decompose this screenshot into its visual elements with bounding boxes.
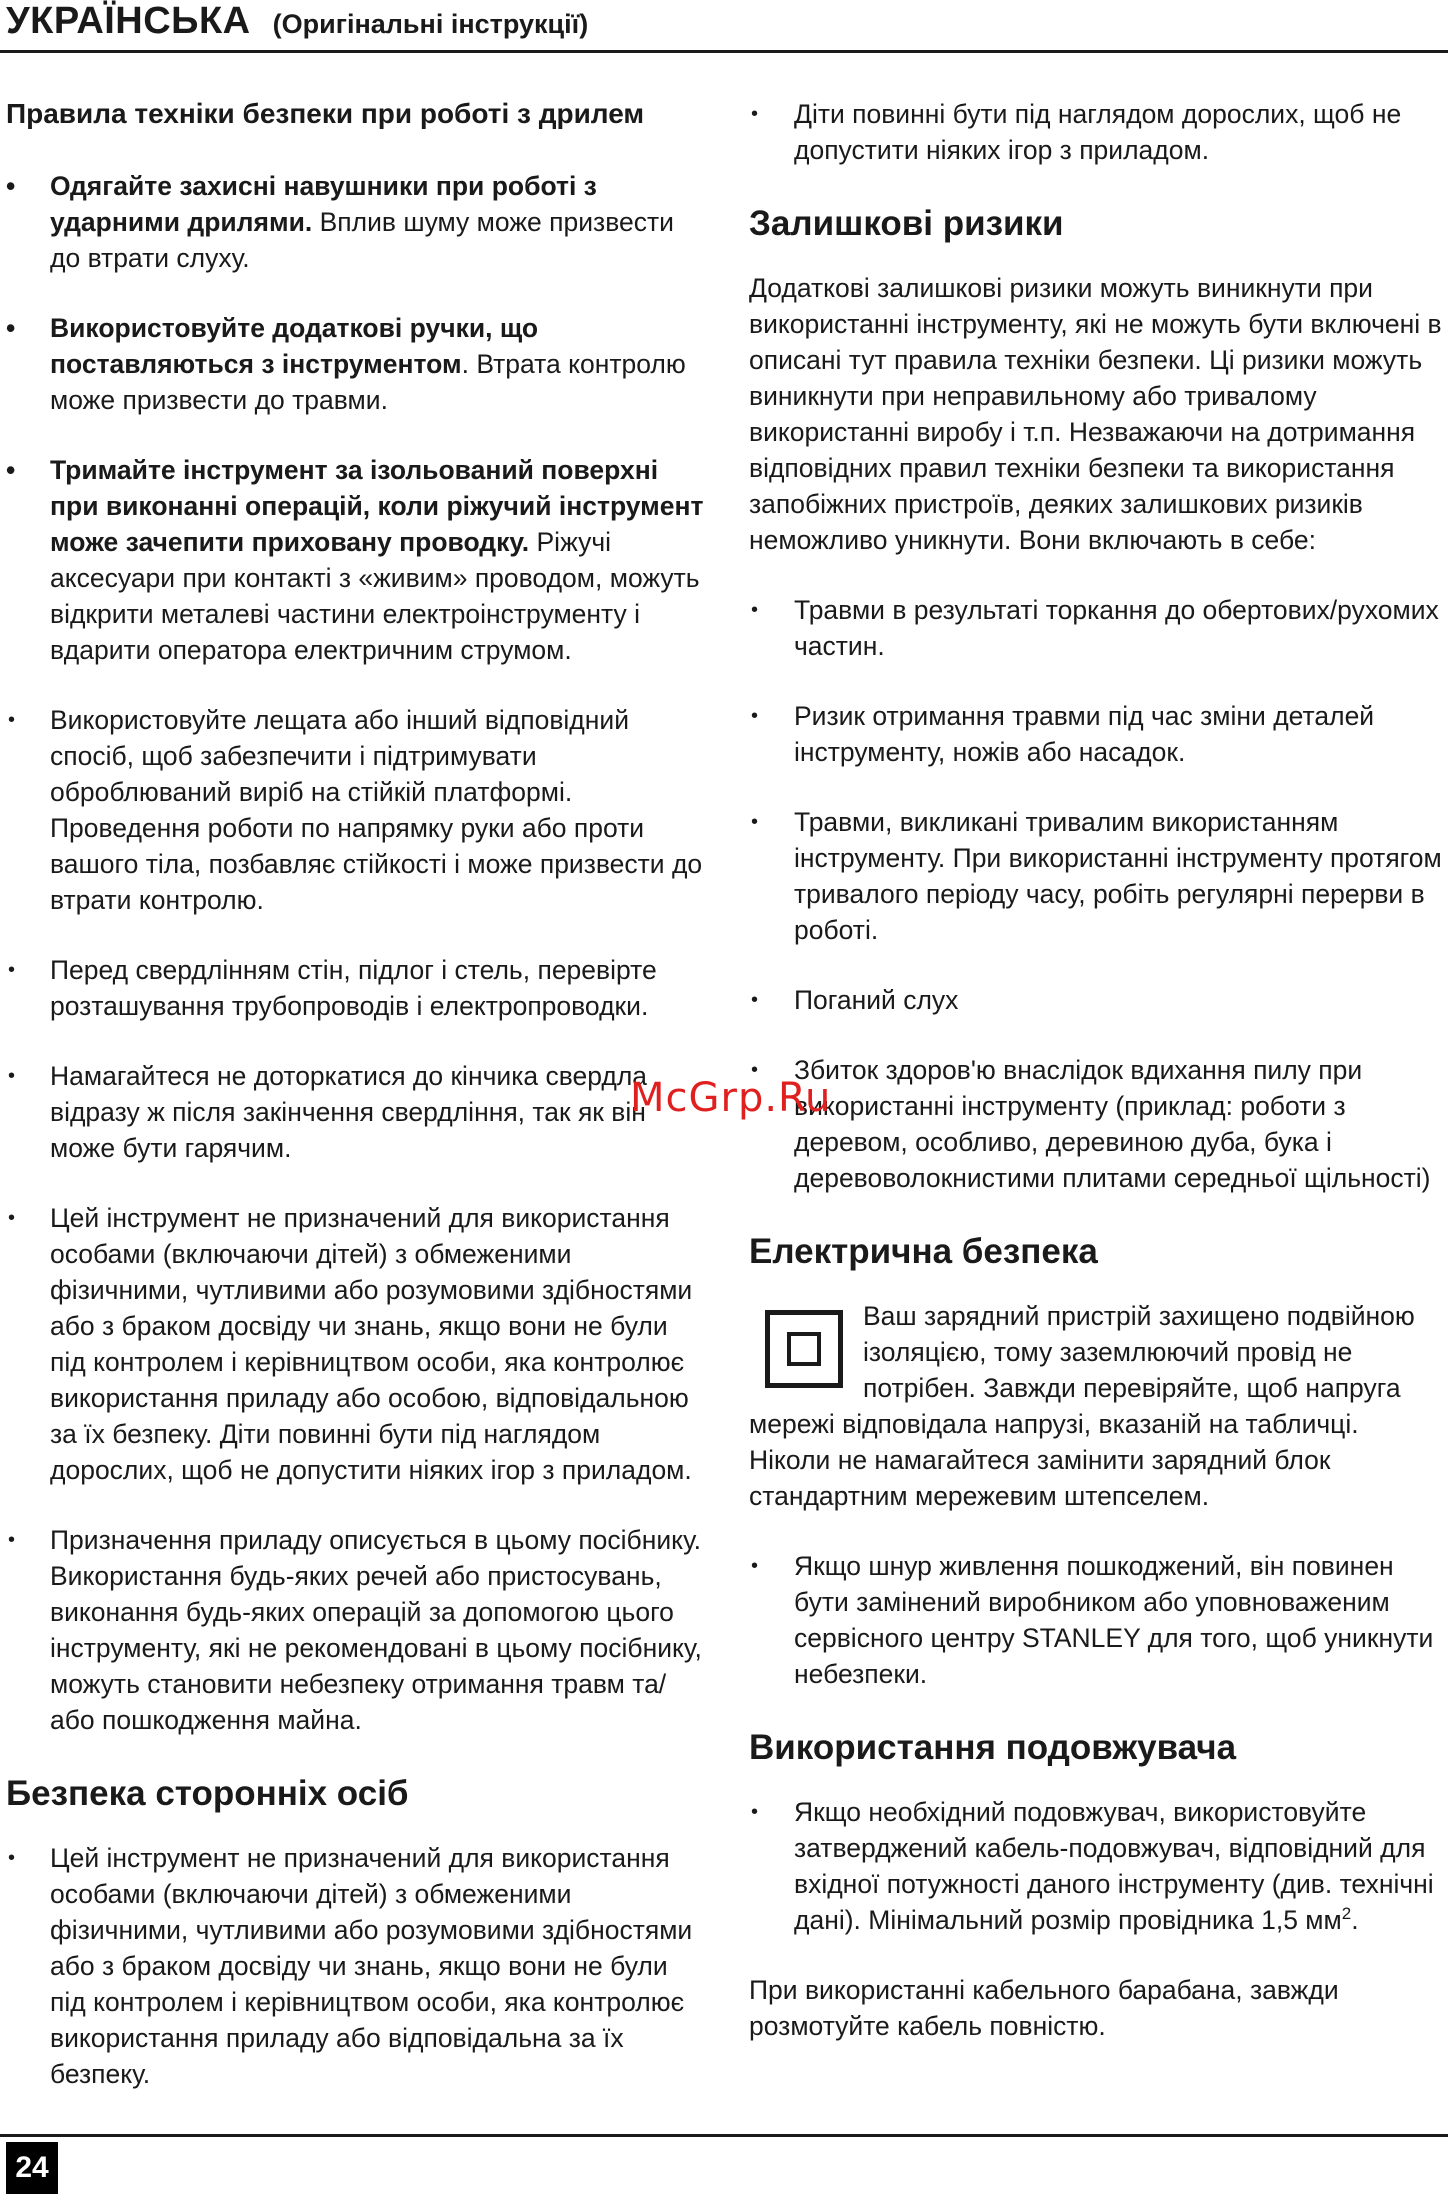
language-title: УКРАЇНСЬКА	[6, 0, 251, 42]
item-text: Вплив шуму може призвести до втрати слуху.	[50, 207, 674, 273]
list-item	[6, 452, 706, 668]
bullet: •	[751, 1059, 759, 1081]
item-text: Ріжучі аксесуари при контакті з «живим» проводом, можуть відкрити металеві частини електроінструменту і вдарити оператора електричним струмом.	[50, 527, 700, 665]
language-subtitle: (Оригінальні інструкції)	[272, 9, 589, 39]
electrical-text: Ваш зарядний пристрій захищено подвійною ізоляцією, тому заземлюючий провід не потрібен. Завжди перевіряйте, щоб напруга мережі відповідала напрузі, вказаній на табличці. Ніколи не намагайтеся замінити зарядний блок стандартним мережевим штепселем.	[749, 1301, 1415, 1511]
bullet: •	[6, 455, 16, 485]
item-text: . Втрата контролю може призвести до травми.	[50, 349, 686, 415]
bullet: •	[6, 313, 16, 343]
list-item	[6, 702, 706, 918]
item-text: Збиток здоров'ю внаслідок вдихання пилу при використанні інструменту (приклад: роботи з деревом, особливо, деревиною дуба, бука і деревоволокнистими плитами середньої щільності)	[794, 1055, 1431, 1193]
list-item	[6, 168, 706, 276]
list-item	[6, 1522, 706, 1738]
drill-safety-heading: Правила техніки безпеки при роботі з дрилем	[6, 98, 645, 129]
bullet: •	[751, 599, 759, 621]
list-item	[749, 698, 1447, 770]
left-column	[6, 96, 706, 2126]
item-text: Якщо необхідний подовжувач, використовуйте затверджений кабель-подовжувач, відповідний для вхідної потужності даного інструменту (див. технічні дані). Мінімальний розмір провідника 1,5 мм	[794, 1797, 1434, 1935]
superscript: 2	[1341, 1904, 1352, 1924]
footer-rule	[0, 2134, 1448, 2137]
item-text: Ризик отримання травми під час зміни деталей інструменту, ножів або насадок.	[794, 701, 1375, 767]
header-rule	[0, 50, 1448, 53]
item-text: Діти повинні бути під наглядом дорослих, щоб не допустити ніяких ігор з приладом.	[794, 99, 1402, 165]
bullet: •	[8, 959, 16, 981]
list-item	[6, 952, 706, 1024]
residual-risks-heading: Залишкові ризики	[749, 204, 1064, 243]
item-text: Намагайтеся не доторкатися до кінчика свердла відразу ж після закінчення свердління, так як він може бути гарячим.	[50, 1061, 648, 1163]
residual-intro: Додаткові залишкові ризики можуть виникнути при використанні інструменту, які не можуть бути включені в описані тут правила техніки безпеки. Ці ризики можуть виникнути при неправильному або тривалому використанні виробу і т.п. Незважаючи на дотримання відповідних правил техніки безпеки та використання запобіжних пристроїв, деяких залишкових ризиків неможливо уникнути. Вони включають в себе:	[749, 273, 1442, 555]
item-text: Якщо шнур живлення пошкоджений, він повинен бути замінений виробником або уповноваженим сервісного центру STANLEY для того, щоб уникнути небезпеки.	[794, 1551, 1434, 1689]
bystander-safety-heading: Безпека сторонніх осіб	[6, 1774, 409, 1813]
page-header	[6, 0, 588, 48]
list-item	[749, 96, 1447, 168]
list-item	[749, 1548, 1447, 1692]
list-item	[749, 1794, 1447, 1938]
page-number: 24	[6, 2142, 58, 2194]
list-item	[749, 982, 1447, 1018]
electrical-safety-heading: Електрична безпека	[749, 1232, 1098, 1271]
right-column	[749, 96, 1447, 2078]
bullet: •	[751, 103, 759, 125]
bullet: •	[751, 1801, 759, 1823]
bullet: •	[8, 1529, 16, 1551]
item-lead: Використовуйте додаткові ручки, що поставляються з інструментом	[50, 313, 539, 379]
double-insulation-icon	[765, 1310, 843, 1388]
bullet: •	[751, 1555, 759, 1577]
bullet: •	[751, 705, 759, 727]
list-item	[6, 310, 706, 418]
electrical-safety-text	[749, 1298, 1447, 1514]
list-item	[6, 1200, 706, 1488]
item-text: Цей інструмент не призначений для використання особами (включаючи дітей) з обмеженими фізичними, чутливими або розумовими здібностями або з браком досвіду чи знань, якщо вони не були під контролем і керівництвом особи, яка контролює використання приладу або особою, відповідальною за їх безпеку. Діти повинні бути під наглядом дорослих, щоб не допустити ніяких ігор з приладом.	[50, 1203, 693, 1485]
item-text: Цей інструмент не призначений для використання особами (включаючи дітей) з обмеженими фізичними, чутливими або розумовими здібностями або з браком досвіду чи знань, якщо вони не були під контролем і керівництвом особи, яка контролює використання приладу або відповідальна за їх безпеку.	[50, 1843, 693, 2089]
item-text: Травми, викликані тривалим використанням інструменту. При використанні інструменту протягом тривалого періоду часу, робіть регулярні перерви в роботі.	[794, 807, 1442, 945]
list-item	[749, 592, 1447, 664]
item-lead: Одягайте захисні навушники при роботі з ударними дрилями.	[50, 171, 597, 237]
list-item	[6, 1058, 706, 1166]
bullet: •	[8, 709, 16, 731]
bullet: •	[751, 989, 759, 1011]
item-end: .	[1351, 1905, 1359, 1935]
item-text: Травми в результаті торкання до обертових/рухомих частин.	[794, 595, 1439, 661]
list-item	[749, 1052, 1447, 1196]
item-text: Використовуйте лещата або інший відповідний спосіб, щоб забезпечити і підтримувати оброблюваний виріб на стійкій платформі. Проведення роботи по напрямку руки або проти вашого тіла, позбавляє стійкості і може призвести до втрати контролю.	[50, 705, 703, 915]
watermark: McGrp.Ru	[630, 1075, 832, 1121]
bullet: •	[8, 1207, 16, 1229]
item-text: Призначення приладу описується в цьому посібнику. Використання будь-яких речей або пристосувань, виконання будь-яких операцій за допомогою цього інструменту, які не рекомендовані в цьому посібнику, можуть становити небезпеку отримання травм та/або пошкодження майна.	[50, 1525, 702, 1735]
list-item	[6, 1840, 706, 2092]
bullet: •	[8, 1065, 16, 1087]
bullet: •	[6, 171, 16, 201]
bullet: •	[8, 1847, 16, 1869]
cable-drum-note: При використанні кабельного барабана, завжди розмотуйте кабель повністю.	[749, 1975, 1339, 2041]
item-text: Поганий слух	[794, 985, 959, 1015]
bullet: •	[751, 811, 759, 833]
item-lead: Тримайте інструмент за ізольований поверхні при виконанні операцій, коли ріжучий інструмент може зачепити приховану проводку.	[50, 455, 704, 557]
list-item	[749, 804, 1447, 948]
item-text: Перед свердлінням стін, підлог і стель, перевірте розташування трубопроводів і електропроводки.	[50, 955, 657, 1021]
extension-cord-heading: Використання подовжувача	[749, 1728, 1237, 1767]
